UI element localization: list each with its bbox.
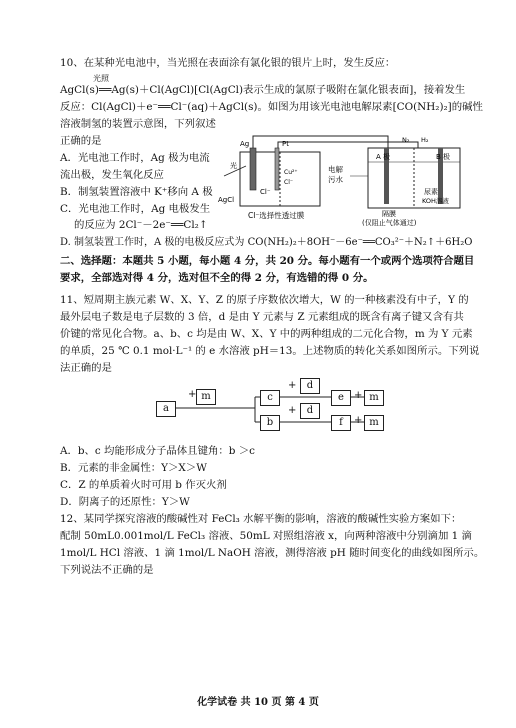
flow-node-m-1: m xyxy=(196,389,216,405)
electrolysis-apparatus-diagram xyxy=(218,128,468,226)
cu2-label: Cu²⁺ xyxy=(284,169,298,176)
q12-line-1: 12、某同学探究溶液的酸碱性对 FeCl₃ 水解平衡的影响，溶液的酸碱性实验方案如下： xyxy=(60,513,462,525)
q11-option-a: A．b、c 均能形成分子晶体且键角：b ＞c xyxy=(60,445,255,457)
h2-label: H₂ xyxy=(421,136,429,144)
q10-option-a-2: 流出极，发生氧化反应 xyxy=(60,169,164,181)
q10-line-3: 反应：Cl(AgCl)＋e⁻══Cl⁻(aq)＋AgCl(s)。如图为用该光电池电解尿素[CO(NH₂)₂]的碱性 xyxy=(60,101,483,113)
pt-label: Pt xyxy=(282,140,289,148)
flow-plus-5: + xyxy=(354,415,363,426)
membrane-label: Cl⁻选择性透过膜 xyxy=(248,211,305,220)
light-condition-label: 光照 xyxy=(93,74,109,83)
q10-line-5: 正确的是 xyxy=(60,135,102,147)
q11-line-2: 最外层电子数是电子层数的 3 倍，d 是由 Y 元素与 Z 元素组成的既含有离子键又含有共 xyxy=(60,311,464,323)
electrolysis-label-1: 电解 xyxy=(328,165,343,174)
flow-node-m-3: m xyxy=(364,415,384,431)
q11-option-d: D．阴离子的还原性：Y＞W xyxy=(60,496,190,508)
flow-node-d-1: d xyxy=(300,378,320,394)
q12-line-4: 下列说法不正确的是 xyxy=(60,564,154,576)
partition-label: 隔膜 xyxy=(382,210,396,218)
electrolysis-label-2: 污水 xyxy=(328,175,343,184)
flow-plus-4: + xyxy=(354,390,363,401)
q10-option-a-1: A．光电池工作时，Ag 极为电流 xyxy=(60,152,210,164)
urea-label: 尿素 xyxy=(424,188,438,196)
q11-option-b: B．元素的非金属性：Y＞X＞W xyxy=(60,462,207,474)
partition-note: (仅阻止气体通过) xyxy=(362,219,417,226)
q11-line-5: 法正确的是 xyxy=(60,362,112,374)
q12-line-2: 配制 50mL0.001mol/L FeCl₃ 溶液、50mL 对照组溶液 x，向两种溶液中分别滴加 1 滴 xyxy=(60,530,472,542)
q10-option-c-2: 的反应为 2Cl⁻－2e⁻══Cl₂↑ xyxy=(74,219,208,231)
flow-node-a: a xyxy=(156,401,176,417)
q10-line-4: 溶液制氢的装置示意图，下列叙述 xyxy=(60,118,216,130)
flow-plus-3: + xyxy=(288,405,297,416)
q12-line-3: 1mol/L HCl 溶液、1 滴 1mol/L NaOH 溶液，测得溶液 pH 随时间变化的曲线如图所示。 xyxy=(60,547,485,559)
koh-label: KOH溶液 xyxy=(422,197,449,205)
q11-line-4: 的单质，25 ℃ 0.1 mol·L⁻¹ 的 e 水溶液 pH＝13。上述物质的转化关系如图所示。下列说 xyxy=(60,345,480,357)
flow-node-e: e xyxy=(331,390,351,406)
cl-label-2: Cl⁻ xyxy=(284,179,294,186)
flow-node-c: c xyxy=(260,390,280,406)
flow-node-m-2: m xyxy=(364,390,384,406)
q10-option-d: D. 制氢装置工作时，A 极的电极反应式为 CO(NH₂)₂＋8OH⁻－6e⁻══CO₃²⁻＋N₂↑＋6H₂O xyxy=(60,237,473,248)
q10-option-b: B．制氢装置溶液中 K⁺移向 A 极 xyxy=(60,186,213,198)
flow-node-f: f xyxy=(331,415,351,431)
q11-option-c: C．Z 的单质着火时可用 b 作灭火剂 xyxy=(60,479,227,491)
q11-line-3: 价键的常见化合物。a、b、c 均是由 W、X、Y 中的两种组成的二元化合物，m 为 Y 元素 xyxy=(60,328,473,340)
agcl-label: AgCl xyxy=(218,196,235,204)
electrode-b-label: B 极 xyxy=(436,153,451,161)
cl-minus-label: Cl⁻ xyxy=(260,188,271,196)
electrode-a-label: A 极 xyxy=(376,153,391,161)
q10-line-2: AgCl(s)══Ag(s)＋Cl(AgCl)[Cl(AgCl)表示生成的氯原子吸附在氯化银表面]，接着发生 xyxy=(60,84,466,96)
conversion-flow-diagram xyxy=(150,375,400,445)
q11-line-1: 11、短周期主族元素 W、X、Y、Z 的原子序数依次增大，W 的一种核素没有中子，Y 的 xyxy=(60,294,469,306)
flow-plus-2: + xyxy=(288,380,297,391)
q10-line-1: 10、在某种光电池中，当光照在表面涂有氯化银的银片上时，发生反应： xyxy=(60,57,396,69)
n2-label: N₂ xyxy=(402,136,410,144)
flow-node-b: b xyxy=(260,415,280,431)
section2-line-2: 要求，全部选对得 4 分，选对但不全的得 2 分，有选错的得 0 分。 xyxy=(60,272,374,284)
light-label: 光 xyxy=(230,162,237,170)
q10-option-c-1: C．光电池工作时，Ag 电极发生 xyxy=(60,203,211,215)
flow-plus-1: + xyxy=(188,389,197,400)
flow-node-d-2: d xyxy=(300,403,320,419)
section2-line-1: 二、选择题：本题共 5 小题，每小题 4 分，共 20 分。每小题有一个或两个选项符合题目 xyxy=(60,255,475,267)
page-footer: 化学试卷 共 10 页 第 4 页 xyxy=(197,697,319,708)
ag-label: Ag xyxy=(240,140,250,148)
